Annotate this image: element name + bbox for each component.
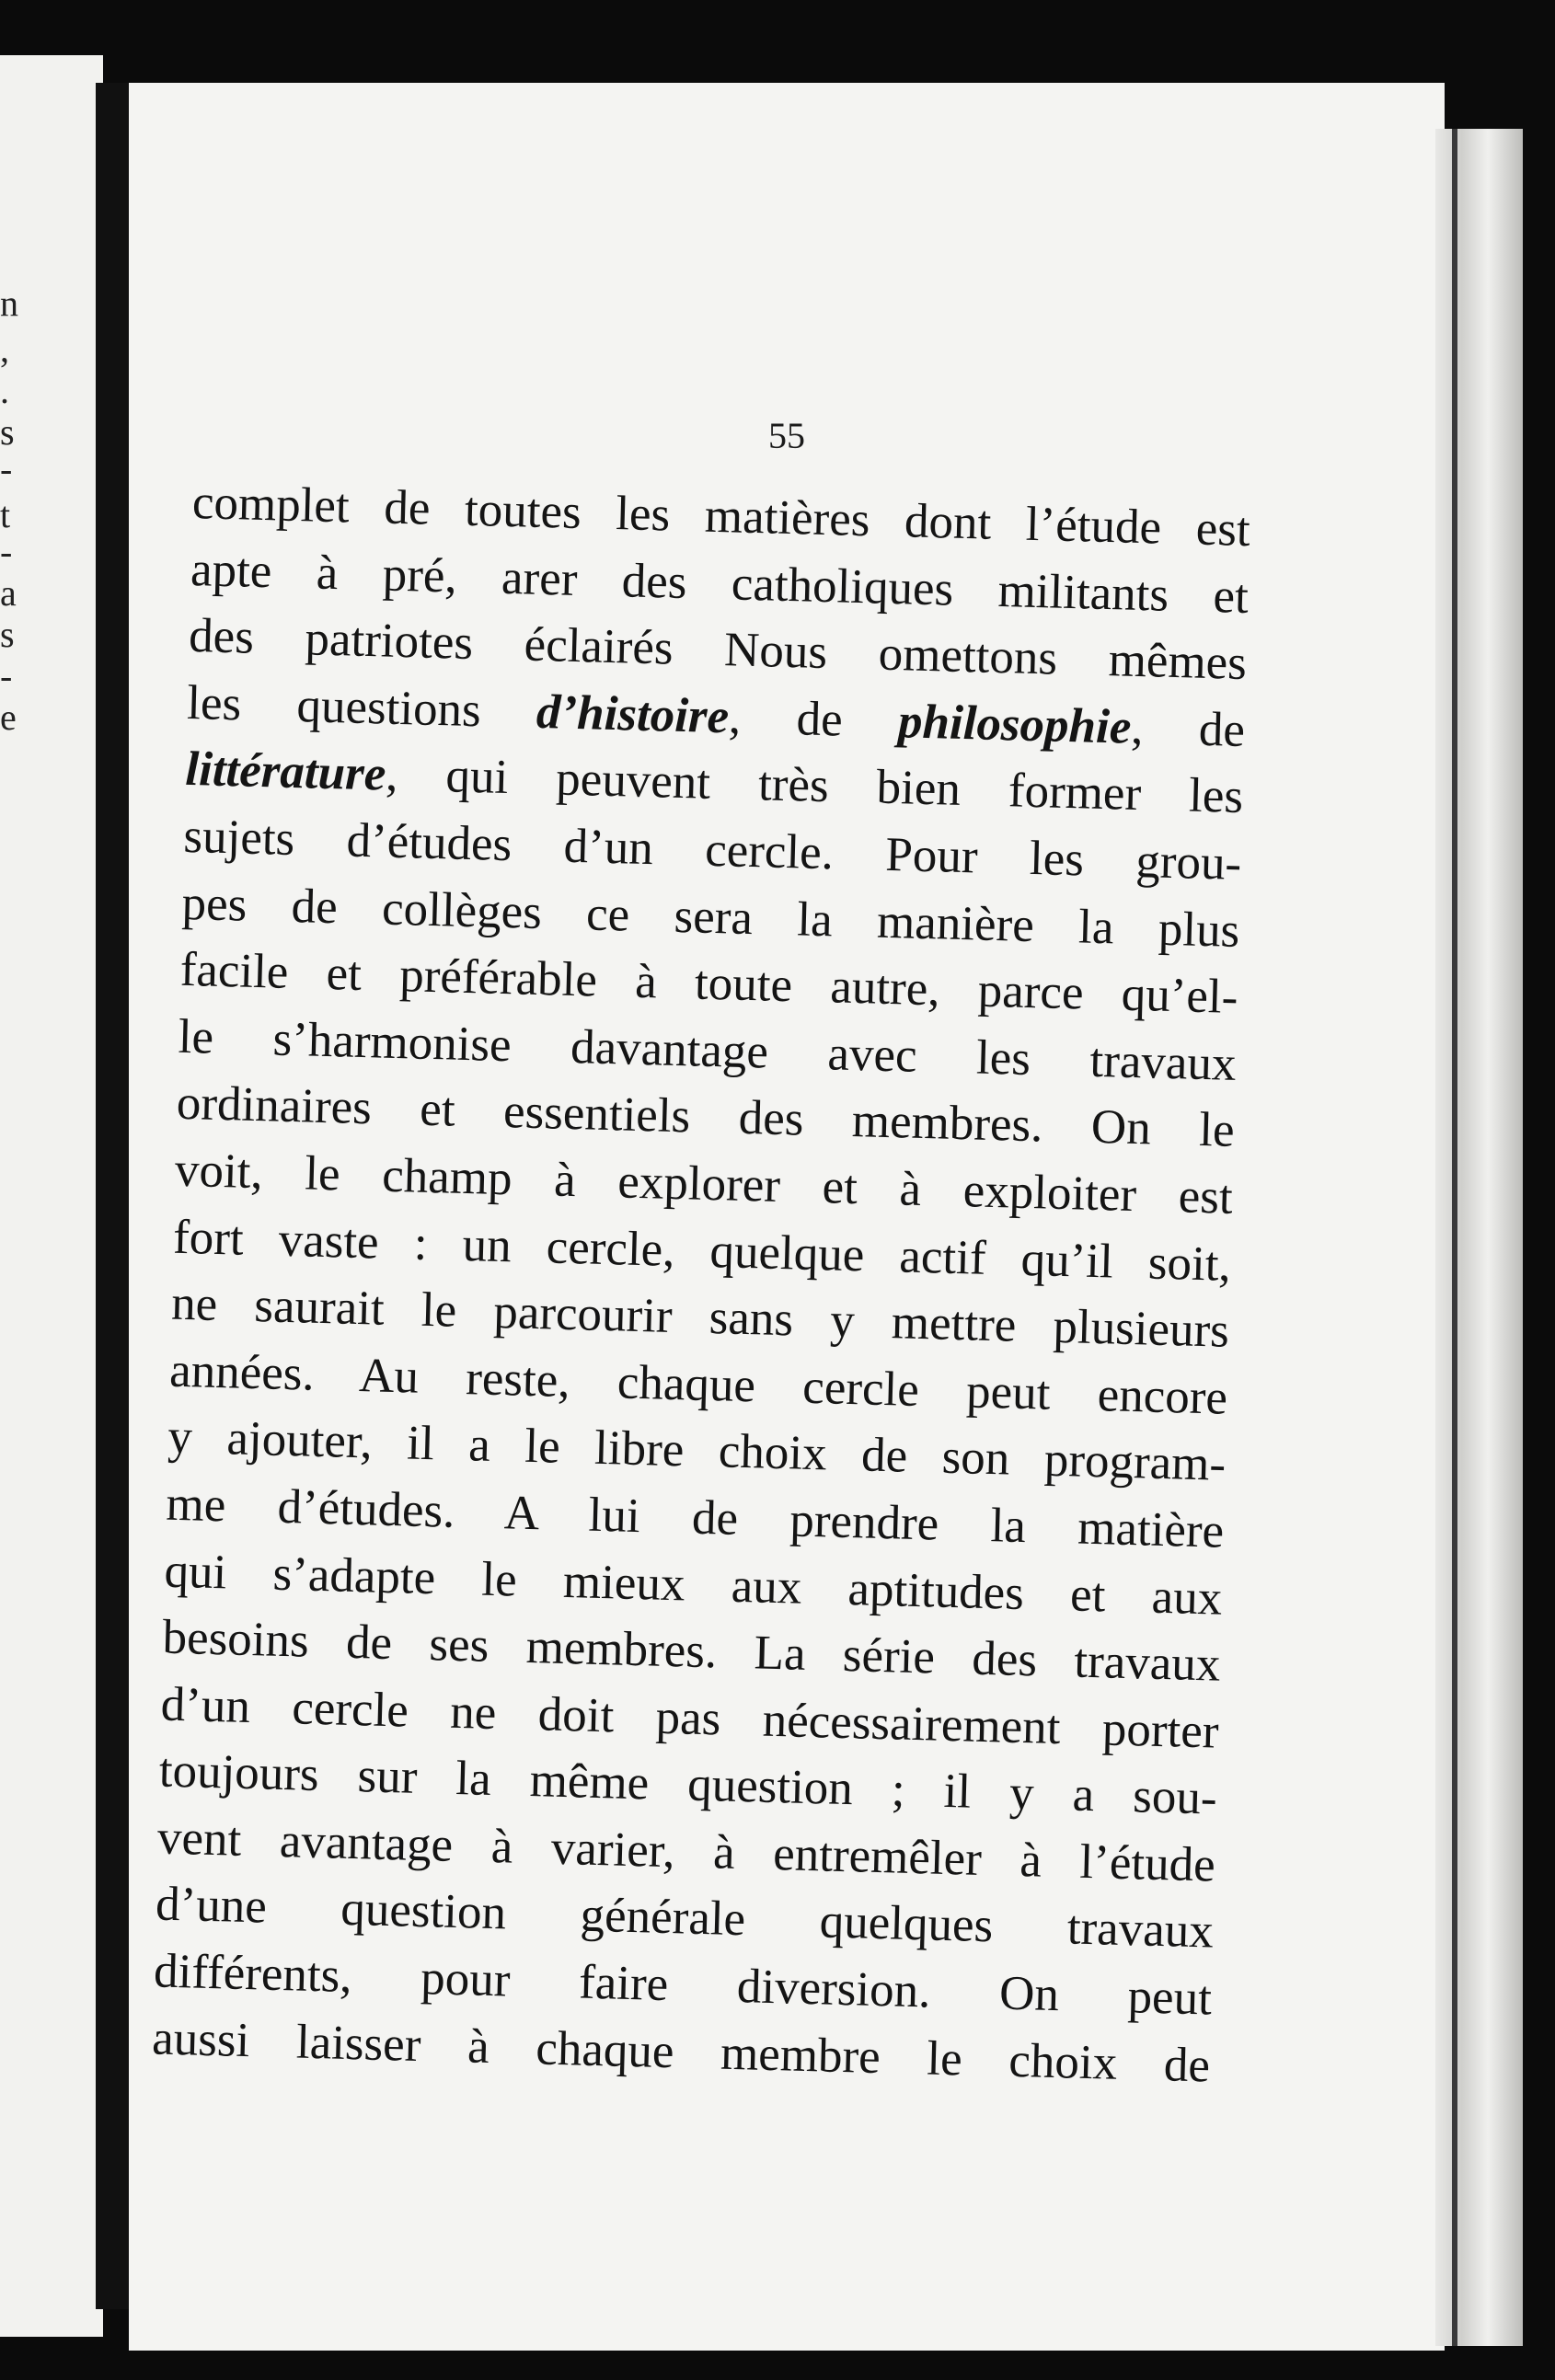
text-segment: d’une question générale quelques travaux [155, 1877, 1215, 1960]
edge-character: t [0, 494, 11, 535]
text-segment: les questions [186, 675, 537, 739]
page-number: 55 [768, 415, 805, 456]
facing-page-characters [0, 55, 22, 2337]
text-segment: me d’études. A lui de prendre la matière [165, 1477, 1225, 1558]
text-segment: y ajouter, il a le libre choix de son program- [167, 1409, 1227, 1492]
text-segment: complet de toutes les matières dont l’étude est [191, 475, 1251, 558]
book-page [129, 83, 1445, 2351]
text-segment: qui s’adapte le mieux aux aptitudes et aux [163, 1544, 1224, 1626]
italic-term: d’histoire [536, 684, 730, 744]
text-segment: ne saurait le parcourir sans y mettre plusieurs [170, 1276, 1230, 1358]
text-segment: , de [728, 690, 899, 748]
text-segment: le s’harmonise davantage avec les travaux [178, 1009, 1238, 1091]
italic-term: littérature [184, 742, 387, 801]
text-segment: besoins de ses membres. La série des travaux [161, 1610, 1222, 1692]
edge-character: . [0, 370, 9, 411]
body-text [151, 469, 1250, 2099]
text-segment: toujours sur la même question ; il y a sou- [158, 1743, 1218, 1825]
edge-character: , [0, 328, 9, 370]
text-segment: pes de collèges ce sera la manière la plus [180, 876, 1241, 958]
text-segment: voit, le champ à explorer et à exploiter est [174, 1143, 1234, 1224]
text-segment: fort vaste : un cercle, quelque actif qu’il soit, [172, 1210, 1232, 1292]
text-segment: des patriotes éclairés Nous omettons mêmes [188, 609, 1248, 691]
text-segment: facile et préférable à toute autre, parce qu’el- [179, 942, 1239, 1025]
edge-character: s [0, 411, 15, 453]
edge-character: - [0, 531, 13, 572]
next-page-edge [1435, 129, 1523, 2346]
text-segment: aussi laisser à chaque membre le choix de [151, 2011, 1211, 2093]
edge-character: a [0, 572, 17, 614]
text-segment: apte à pré, arer des catholiques militants et [190, 542, 1250, 624]
text-segment: ordinaires et essentiels des membres. On le [176, 1076, 1236, 1158]
edge-character: - [0, 448, 13, 489]
italic-term: philosophie [897, 694, 1133, 754]
text-segment: d’un cercle ne doit pas nécessairement porter [160, 1677, 1220, 1759]
text-segment: différents, pour faire diversion. On peut [153, 1944, 1213, 2026]
edge-character: - [0, 655, 13, 696]
text-segment: sujets d’études d’un cercle. Pour les grou- [182, 809, 1242, 891]
edge-character: n [0, 282, 18, 324]
facing-page-edge [0, 55, 103, 2337]
edge-character: s [0, 614, 15, 655]
text-segment: années. Au reste, chaque cercle peut encore [168, 1343, 1228, 1425]
edge-character: e [0, 696, 17, 738]
text-segment: vent avantage à varier, à entremêler à l’étude [156, 1811, 1216, 1892]
text-segment: , qui peuvent très bien former les [385, 747, 1244, 824]
text-segment: , de [1130, 700, 1246, 757]
